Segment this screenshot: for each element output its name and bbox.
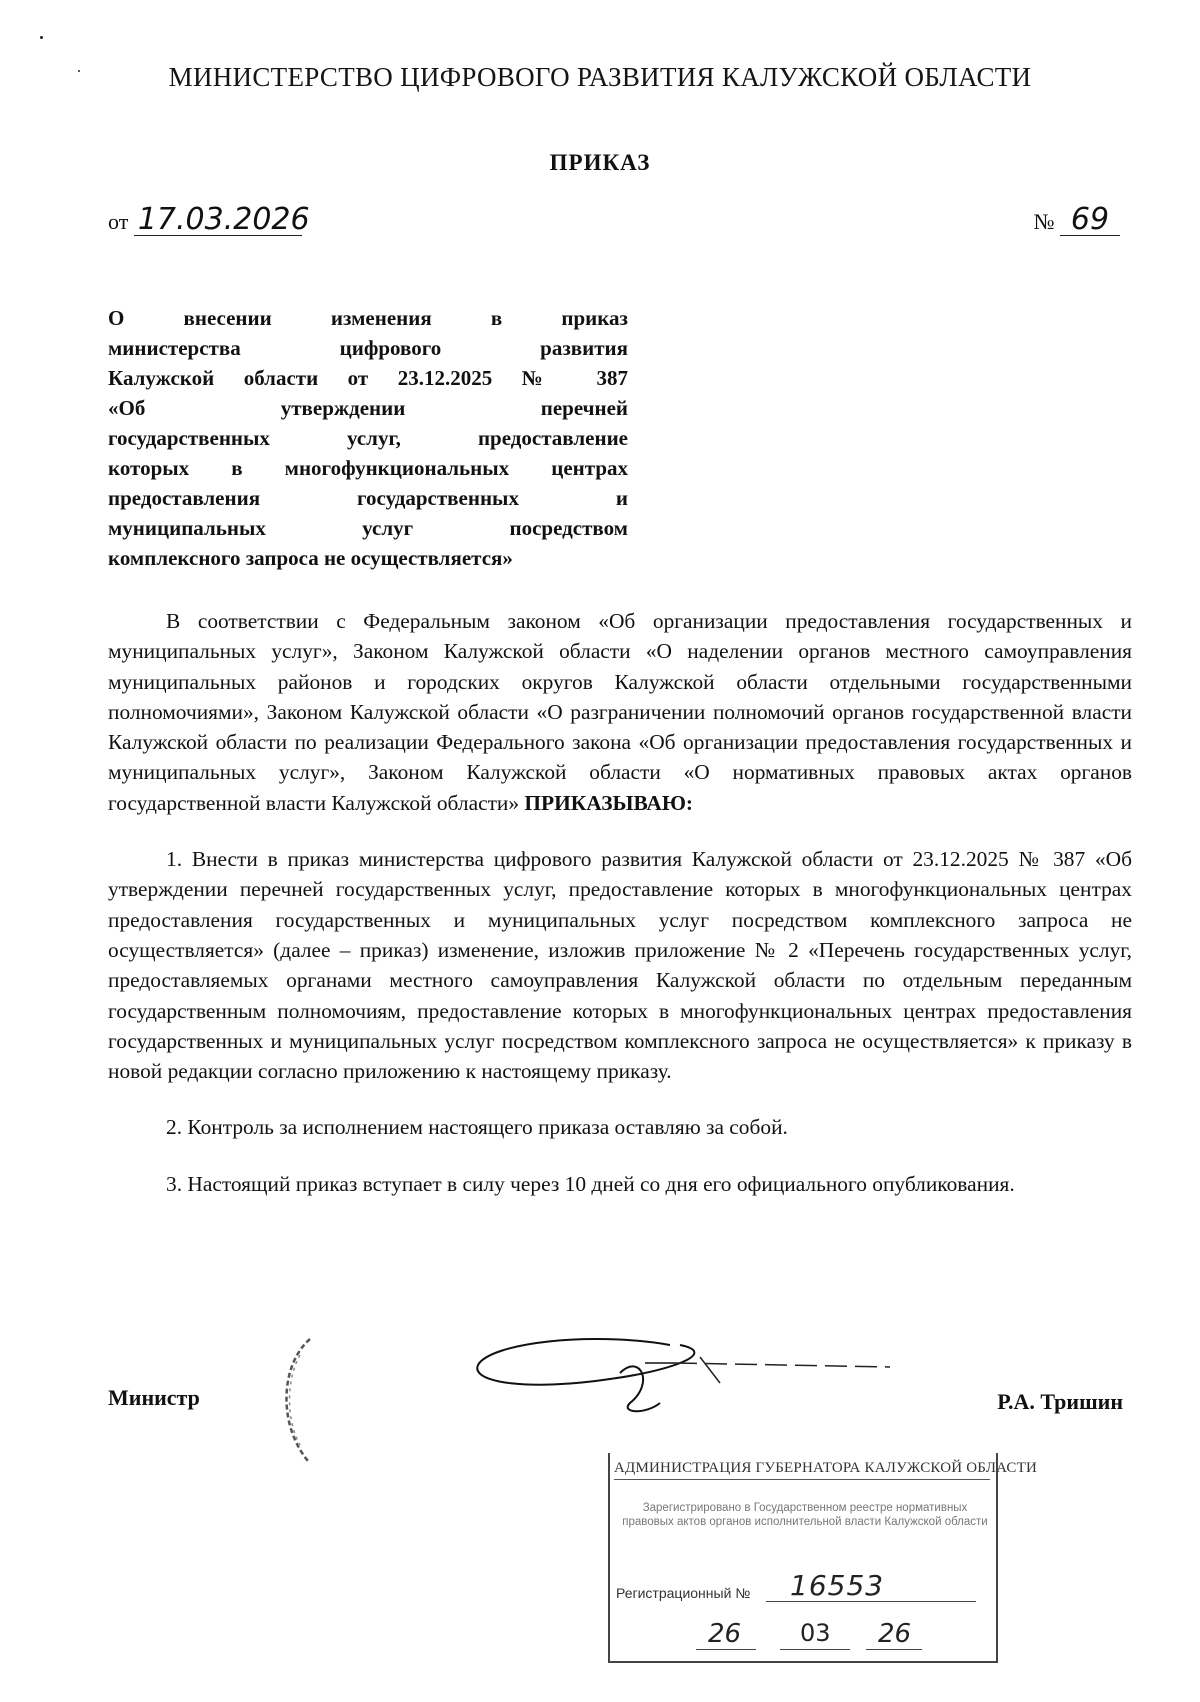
order-item-2: 2. Контроль за исполнением настоящего приказа оставляю за собой. [166, 1115, 788, 1140]
subject-line: комплексного запроса не осуществляется» [108, 546, 513, 570]
stamp-date-year: 26 [878, 1619, 912, 1649]
stamp-header: АДМИНИСТРАЦИЯ ГУБЕРНАТОРА КАЛУЖСКОЙ ОБЛАСТИ [614, 1460, 990, 1480]
date-prefix: от [108, 209, 129, 234]
registration-stamp [608, 1453, 1037, 1663]
signature-scribble [470, 1333, 910, 1423]
signer-position: Министр [108, 1385, 200, 1410]
subject-line: муниципальных услуг посредством [108, 516, 628, 540]
stamp-registration-underline [766, 1601, 976, 1602]
ministry-header: МИНИСТЕРСТВО ЦИФРОВОГО РАЗВИТИЯ КАЛУЖСКОЙ ОБЛАСТИ [168, 62, 1032, 92]
order-item-1: 1. Внести в приказ министерства цифрового развития Калужской области от 23.12.2025 № 387 «Об утверждении перечней государственных услуг, предоставление которых в многофункциональных центрах предоставления государственных и муниципальных услуг посредством комплексного запроса не осуществляется» (далее – приказ) изменение, изложив приложение № 2 «Перечень государственных услуг, предоставляемых органами местного самоуправления Калужской области по отдельным переданным государственным полномочиям, предоставление которых в многофункциональных центрах предоставления государственных и муниципальных услуг посредством комплексного запроса не осуществляется» к приказу в новой редакции согласно приложению к настоящему приказу. [108, 847, 1132, 1084]
signer-name: Р.А. Тришин [997, 1389, 1123, 1414]
seal-fragment [270, 1335, 360, 1465]
stamp-registration-label: Регистрационный № [616, 1585, 751, 1601]
preamble-text: В соответствии с Федеральным законом «Об организации предоставления государственных и муниципальных услуг», Законом Калужской области «О наделении органов местного самоуправления муниципальных районов и городских округов Калужской области отдельными государственными полномочиями», Законом Калужской области «О разграничении полномочий органов государственной власти Калужской области по реализации Федерального закона «Об организации предоставления государственных и муниципальных услуг», Законом Калужской области «О нормативных правовых актах органов государственной власти Калужской области» [108, 609, 1132, 815]
document-title: ПРИКАЗ [549, 150, 651, 175]
handwritten-number: 69 [1060, 205, 1120, 236]
order-body [108, 606, 1132, 1199]
order-item-3: 3. Настоящий приказ вступает в силу через 10 дней со дня его официального опубликования. [166, 1171, 1015, 1196]
subject-line: «Об утверждении перечней [108, 396, 628, 420]
stamp-registration-number: 16553 [790, 1569, 885, 1602]
stamp-note-line: правовых актов органов исполнительной власти Калужской области [622, 1516, 988, 1528]
stamp-date-underline [866, 1649, 922, 1650]
stamp-note [620, 1501, 990, 1529]
stamp-bottom-border [610, 1661, 996, 1663]
stamp-note-line: Зарегистрировано в Государственном реестре нормативных [642, 1502, 968, 1514]
stamp-date-underline [780, 1649, 850, 1650]
handwritten-date: 17.03.2026 [134, 205, 302, 236]
subject-line: министерства цифрового развития [108, 336, 628, 360]
order-directive: ПРИКАЗЫВАЮ: [524, 790, 694, 815]
subject-line: которых в многофункциональных центрах [108, 456, 628, 480]
subject-line: предоставления государственных и [108, 486, 628, 510]
subject-line: государственных услуг, предоставление [108, 426, 628, 450]
stamp-date-day: 26 [708, 1619, 742, 1649]
order-subject [108, 303, 628, 573]
stamp-date-month: 03 [800, 1619, 831, 1647]
preamble-paragraph [108, 606, 1132, 818]
subject-line: Калужской области от 23.12.2025 № 387 [108, 366, 628, 390]
number-prefix: № [1033, 209, 1055, 234]
order-date [108, 202, 310, 237]
subject-line: О внесении изменения в приказ [108, 306, 628, 330]
stamp-date-underline [696, 1649, 756, 1650]
order-number [1033, 202, 1121, 237]
scan-speck [40, 36, 43, 39]
